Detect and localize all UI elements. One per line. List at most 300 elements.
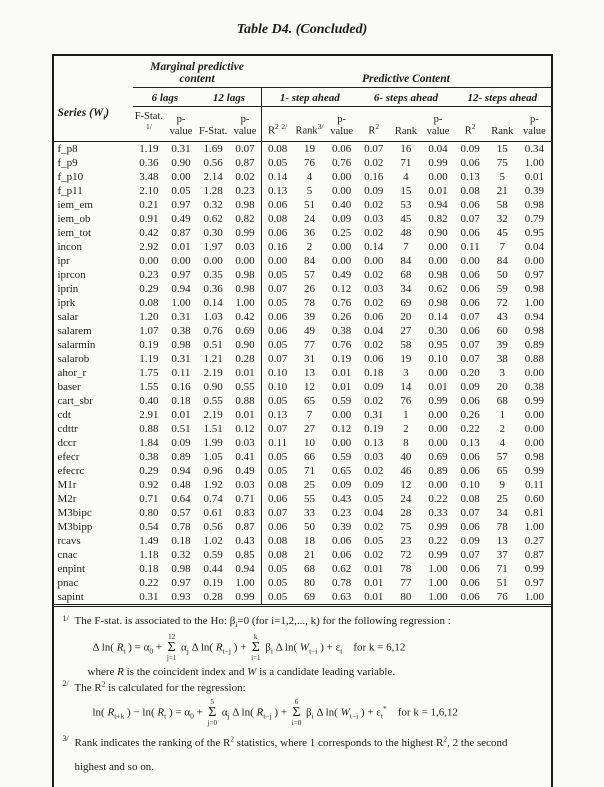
table-cell: 0.32 [203,198,223,211]
table-cell: 55 [304,492,316,505]
table-cell: 0.03 [235,436,255,449]
table-cell: 0.06 [261,520,293,534]
table-cell: 0.01 [332,366,352,379]
table-cell: 14 [400,380,412,393]
table-cell: 0.14 [261,170,293,184]
table-cell: 0.94 [524,310,545,323]
table-cell: 0.49 [171,212,191,225]
table-cell: 0.01 [428,184,448,197]
table-cell: 0.06 [261,324,293,338]
table-cell: 40 [400,450,412,463]
table-row [54,506,551,520]
table-cell: 0.07 [460,352,480,365]
table-cell: 0.00 [332,240,352,253]
col-pvalue-6: p-value [165,107,197,142]
table-cell: 71 [304,464,316,477]
table-cell: 0.80 [139,506,159,519]
table-cell: 2.10 [139,184,159,197]
table-cell: 0.81 [524,506,545,519]
series-label: iem_em [57,198,93,211]
table-cell: 2.19 [203,408,223,421]
table-cell: 0.14 [428,310,448,323]
table-cell: 0.00 [524,422,545,435]
table-cell: 0.33 [428,506,448,519]
table-cell: 0.11 [460,240,480,253]
table-row [54,170,551,184]
table-cell: 0.82 [428,212,448,225]
table-cell: 0.90 [171,156,191,169]
col-pvalue-12steps: p-value [518,107,550,142]
table-cell: 59 [496,282,508,295]
footnote-2-formula: ln( $R_{t+k}$ ) − ln( $R_t$ ) = $\alpha_0$ + 5 Σ j=0 $\alpha_j$ Δ ln( $R_{t-j}$ ) + 6 Σ i=0 $\beta_i$ Δ ln( $W_{t-i}$ ) + $\varepsilon_t^*$ for k = 1,6,12 [92,698,459,728]
table-cell: 0.88 [139,422,159,435]
series-label: iem_tot [57,226,92,239]
table-cell: 0.13 [460,170,480,183]
table-cell: 1.00 [235,296,255,309]
table-cell: 72 [496,296,508,309]
table-cell: 0.69 [235,324,255,337]
table-cell: 2 [306,240,313,253]
table-row [54,520,551,534]
table-cell: 51 [304,198,316,211]
col-rank-12steps: Rank [486,107,518,142]
table-cell: 0.07 [261,506,293,520]
table-cell: 0.06 [460,282,480,295]
table-cell: 0.78 [171,520,191,533]
table-cell: 0.07 [261,352,293,366]
col-fstat-12: F-Stat. [197,107,229,142]
series-label: f_p9 [57,156,78,169]
table-cell: 0.04 [364,506,384,519]
table-cell: 1.19 [139,142,159,155]
table-cell: 57 [496,450,508,463]
table-cell: 0.01 [332,380,352,393]
table-cell: 0.00 [524,366,545,379]
table-cell: 77 [304,338,316,351]
table-cell: 0.98 [524,450,545,463]
table-cell: 0.13 [261,408,293,422]
table-cell: 84 [400,254,412,267]
table-row [54,478,551,492]
table-cell: 2 [403,422,409,435]
col-pvalue-12: p-value [229,107,261,142]
table-cell: 0.38 [524,380,545,393]
table-cell: 0.82 [235,212,255,225]
table-cell: 0.01 [364,590,384,603]
series-label: baser [57,380,81,393]
table-cell: 0.04 [428,142,448,155]
table-cell: 18 [304,534,316,547]
corner-cell [54,56,133,88]
table-cell: 0.00 [332,184,352,197]
table-cell: 0.19 [203,576,223,589]
col-fstat-6: F-Stat. $^{1/}$ [133,107,165,142]
table-cell: 0.44 [203,562,223,575]
table-cell: 27 [304,422,316,435]
table-cell: 1.00 [428,576,448,589]
series-label: dccr [57,436,77,449]
table-cell: 0.00 [332,436,352,449]
series-label: iprk [57,296,76,309]
table-cell: 1.49 [139,534,159,547]
table-cell: 0.18 [364,366,384,379]
table-cell: 16 [400,142,412,155]
table-cell: 0.94 [428,198,448,211]
subgroup-6lags: 6 lags [133,88,197,107]
table-cell: 0.34 [524,142,545,155]
table-cell: 0.99 [428,520,448,533]
footnote-1-marker: 1/ [62,613,69,623]
subgroup-header-row [54,88,551,107]
table-cell: 76 [496,590,508,603]
table-cell: 77 [400,576,412,589]
col-r2-6steps: $R^2$ [358,107,390,142]
table-cell: 0.22 [139,576,159,589]
table-row [54,198,551,212]
table-cell: 68 [496,394,508,407]
series-label: ipr [57,254,70,267]
table-cell: 0.55 [203,394,223,407]
series-label: salar [57,310,79,323]
series-label: cart_sbr [57,394,93,407]
table-cell: 10 [304,436,316,449]
table-cell: 0.62 [332,562,352,575]
series-label: sapint [57,590,84,603]
table-cell: 1.00 [524,156,545,169]
table-cell: 0.01 [524,170,545,183]
series-label: f_p8 [57,142,78,155]
table-cell: 0.31 [139,590,159,603]
table-cell: 0.07 [460,310,480,323]
table-cell: 0.22 [460,422,480,435]
table-cell: 0.89 [171,450,191,463]
table-cell: 0.06 [261,198,293,212]
col-r2-1step: $R^2$ $^{2/}$ [261,107,293,142]
table-cell: 0.51 [203,338,223,351]
table-cell: 0.99 [524,562,545,575]
table-cell: 0.08 [261,534,293,548]
table-cell: 76 [400,394,412,407]
table-cell: 0.06 [460,198,480,211]
table-cell: 0.16 [364,170,384,183]
table-cell: 0.00 [428,408,448,421]
table-cell: 0.49 [235,464,255,477]
table-cell: 0.00 [139,254,159,267]
table-cell: 0.99 [524,394,545,407]
col-pvalue-1step: p-value [326,107,358,142]
series-label: M2r [57,492,77,505]
footnote-1-note: where R is the coincident index and W is a candidate leading variable. [87,665,396,678]
table-cell: 0.31 [364,408,384,421]
table-cell: 0.94 [235,562,255,575]
table-cell: 0.90 [235,338,255,351]
table-cell: 0.94 [171,282,191,295]
footnote-1-text: The F-stat. is associated to the Ho: $\beta_i=0$ (for i=1,2,..., k) for the following regression : [74,614,451,629]
series-label: pnac [57,576,79,589]
table-cell: 0.02 [364,156,384,169]
table-cell: 50 [496,268,508,281]
table-cell: 0.06 [460,520,480,533]
series-label: salarem [57,324,92,337]
table-cell: 5 [499,170,506,183]
table-cell: 1.55 [139,380,159,393]
series-label: incon [57,240,82,253]
table-cell: 32 [496,212,508,225]
table-cell: 1.18 [139,548,159,561]
table-cell: 0.11 [261,436,293,450]
table-cell: 0.19 [364,422,384,435]
table-cell: 0.48 [171,478,191,491]
table-cell: 0.10 [261,366,293,380]
table-cell: 0.08 [261,548,293,562]
table-cell: 0.98 [524,282,545,295]
table-cell: 0.39 [332,520,352,533]
table-cell: 0.23 [235,184,255,197]
table-cell: 0.00 [524,254,545,267]
table-cell: 0.21 [139,198,159,211]
table-cell: 0.02 [364,268,384,281]
table-cell: 0.09 [460,534,480,547]
table-cell: 20 [496,380,508,393]
table-row [54,394,551,408]
table-cell: 0.07 [460,212,480,225]
footnotes-section [54,604,551,787]
table-cell: 0.23 [332,506,352,519]
table-cell: 1.05 [203,450,223,463]
table-cell: 0.01 [171,408,191,421]
table-cell: 0.99 [428,156,448,169]
table-cell: 0.99 [524,464,545,477]
table-cell: 0.59 [332,450,352,463]
table-cell: 0.11 [171,366,191,379]
table-cell: 0.01 [364,562,384,575]
footnote-2-text: The $R^2$ is calculated for the regression: [74,679,246,695]
table-cell: 8 [403,436,409,449]
table-cell: 12 [400,478,412,491]
table-cell: 0.98 [524,324,545,337]
table-cell: 2.19 [203,366,223,379]
table-cell: 0.93 [171,590,191,603]
table-cell: 0.06 [460,324,480,337]
table-cell: 0.06 [364,352,384,365]
table-cell: 0.00 [428,254,448,267]
table-cell: 0.07 [460,506,480,519]
table-cell: 0.64 [171,492,191,505]
table-row [54,212,551,226]
table-cell: 0.28 [235,352,255,365]
table-cell: 0.00 [203,254,223,267]
table-cell: 0.12 [332,282,352,295]
table-container [52,54,553,787]
table-cell: 0.18 [171,394,191,407]
table-cell: 84 [496,254,508,267]
series-label: iprcon [57,268,86,281]
table-cell: 0.49 [332,268,352,281]
table-cell: 0.00 [428,422,448,435]
table-cell: 0.95 [524,226,545,239]
series-label: rcavs [57,534,81,547]
table-cell: 0.06 [460,394,480,407]
table-cell: 21 [304,548,316,561]
table-cell: 0.13 [460,436,480,449]
table-row [54,226,551,240]
table-cell: 0.71 [235,492,255,505]
table-cell: 0.71 [139,492,159,505]
table-cell: 31 [304,352,316,365]
table-cell: 0.25 [332,226,352,239]
series-label: efecr [57,450,80,463]
table-cell: 0.23 [139,268,159,281]
table-cell: 76 [304,156,316,169]
table-cell: 0.91 [139,212,159,225]
table-cell: 0.05 [171,184,191,197]
table-cell: 1.02 [203,534,223,547]
table-cell: 58 [400,338,412,351]
series-label: cdt [57,408,71,421]
table-cell: 0.69 [428,450,448,463]
table-cell: 0.94 [171,464,191,477]
table-cell: 65 [496,464,508,477]
table-cell: 5 [306,184,313,197]
table-cell: 2.92 [139,240,159,253]
table-cell: 15 [496,142,508,155]
table-row [54,534,551,548]
table-cell: 0.78 [332,576,352,589]
table-cell: 0.32 [171,548,191,561]
table-cell: 0.00 [428,240,448,253]
table-cell: 0.83 [235,506,255,519]
table-cell: 0.19 [332,352,352,365]
table-cell: 0.98 [171,562,191,575]
table-cell: 0.05 [261,450,293,464]
table-cell: 39 [304,310,316,323]
table-cell: 1.21 [203,352,223,365]
table-cell: 0.11 [525,478,544,491]
table-cell: 0.05 [261,464,293,478]
table-cell: 0.63 [332,590,352,603]
table-cell: 1.00 [428,562,448,575]
table-cell: 68 [304,562,316,575]
table-cell: 78 [400,562,412,575]
table-cell: 0.87 [524,548,545,561]
table-cell: 0.90 [203,380,223,393]
table-cell: 0.26 [460,408,480,421]
table-cell: 0.22 [428,534,448,547]
table-cell: 0.06 [332,142,352,155]
table-cell: 0.01 [235,408,255,421]
table-cell: 0.97 [171,198,191,211]
table-cell: 0.08 [261,212,293,226]
table-cell: 0.10 [261,380,293,394]
table-cell: 0.02 [364,548,384,561]
table-cell: 0.00 [171,254,191,267]
table-cell: 0.13 [261,184,293,198]
table-row [54,296,551,310]
table-cell: 0.31 [171,142,191,155]
table-cell: 0.10 [428,352,448,365]
table-cell: 0.99 [235,226,255,239]
col-pvalue-6steps: p-value [422,107,454,142]
table-cell: 1.84 [139,436,159,449]
table-cell: 0.56 [203,156,223,169]
table-cell: 0.89 [524,338,545,351]
table-cell: 0.97 [524,268,545,281]
table-cell: 36 [304,226,316,239]
table-cell: 0.05 [261,156,293,170]
table-cell: 1.97 [203,240,223,253]
table-cell: 23 [400,534,412,547]
table-cell: 0.74 [203,492,223,505]
table-cell: 0.00 [428,436,448,449]
table-cell: 0.06 [460,268,480,281]
table-cell: 0.07 [261,282,293,296]
table-row [54,254,551,268]
table-cell: 34 [496,506,508,519]
table-cell: 0.90 [428,226,448,239]
table-cell: 25 [496,492,508,505]
table-cell: 0.01 [235,366,255,379]
table-row [54,184,551,198]
table-cell: 75 [400,520,412,533]
table-cell: 0.41 [235,450,255,463]
table-cell: 0.07 [261,422,293,436]
table-cell: 19 [304,142,316,155]
table-row [54,338,551,352]
table-cell: 1.20 [139,310,159,323]
table-cell: 1.28 [203,184,223,197]
table-cell: 26 [304,282,316,295]
table-cell: 0.26 [332,310,352,323]
table-cell: 0.59 [332,394,352,407]
table-cell: 0.00 [460,254,480,267]
table-row [54,310,551,324]
series-label: iprin [57,282,79,295]
table-cell: 0.07 [460,548,480,561]
table-cell: 0.02 [364,394,384,407]
table-cell: 28 [400,506,412,519]
table-cell: 80 [400,590,412,603]
table-cell: 0.06 [261,310,293,324]
table-cell: 0.09 [460,380,480,393]
table-cell: 0.00 [524,436,545,449]
table-cell: 0.09 [364,184,384,197]
table-cell: 53 [400,198,412,211]
table-cell: 0.06 [460,450,480,463]
table-cell: 37 [496,548,508,561]
table-cell: 1.07 [139,324,159,337]
table-cell: 0.13 [364,436,384,449]
table-cell: 0.96 [203,464,223,477]
footnote-2-marker: 2/ [62,678,69,688]
col-rank-6steps: Rank [390,107,422,142]
table-cell: 3.48 [139,170,159,183]
table-cell: 1 [403,408,409,421]
table-cell: 0.06 [460,562,480,575]
table-cell: 20 [400,310,412,323]
footnote-1 [62,615,541,678]
table-cell: 0.28 [203,590,223,603]
table-cell: 78 [304,296,316,309]
table-cell: 0.00 [428,170,448,183]
table-cell: 0.01 [428,380,448,393]
table-cell: 39 [496,338,508,351]
table-cell: 0.02 [364,296,384,309]
table-row [54,156,551,170]
table-cell: 0.35 [203,268,223,281]
table-row [54,464,551,478]
series-label: f_p11 [57,184,83,197]
table-row [54,436,551,450]
